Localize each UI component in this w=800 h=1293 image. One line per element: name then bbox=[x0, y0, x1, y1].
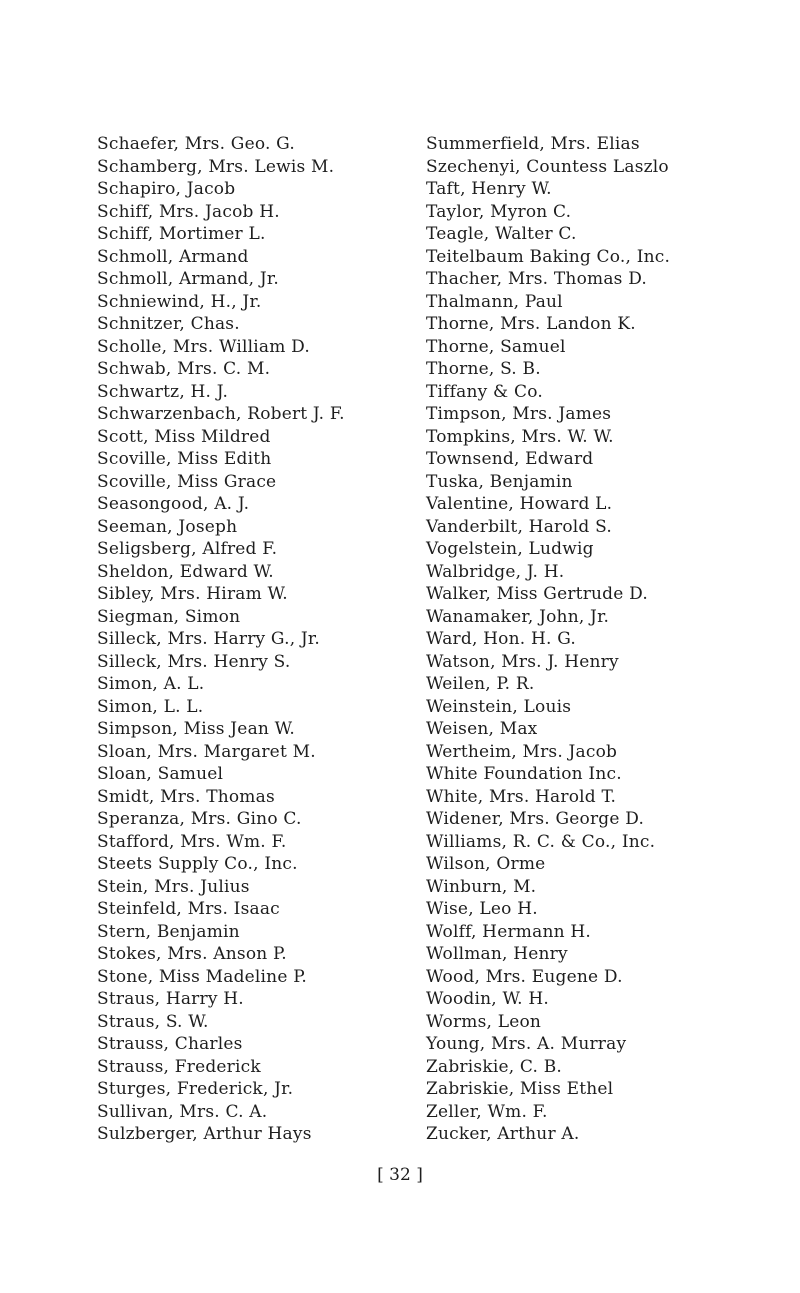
name-entry: Thorne, Samuel bbox=[426, 336, 566, 357]
name-entry: Smidt, Mrs. Thomas bbox=[97, 786, 275, 807]
name-entry: Widener, Mrs. George D. bbox=[426, 809, 645, 829]
name-entry: Silleck, Mrs. Henry S. bbox=[97, 651, 291, 672]
name-entry: Walker, Miss Gertrude D. bbox=[426, 584, 648, 604]
name-entry: Schapiro, Jacob bbox=[97, 179, 236, 199]
name-entry: Schwartz, H. J. bbox=[97, 381, 229, 402]
name-entry: Sturges, Frederick, Jr. bbox=[97, 1079, 294, 1099]
name-entry: Watson, Mrs. J. Henry bbox=[426, 651, 619, 672]
name-entry: Seligsberg, Alfred F. bbox=[97, 539, 278, 559]
name-entry: Vanderbilt, Harold S. bbox=[426, 516, 612, 537]
name-entry: Scholle, Mrs. William D. bbox=[97, 336, 310, 357]
name-entry: Wanamaker, John, Jr. bbox=[426, 606, 610, 627]
name-entry: Seasongood, A. J. bbox=[97, 494, 250, 514]
name-entry: Strauss, Charles bbox=[97, 1034, 243, 1054]
name-entry: Steets Supply Co., Inc. bbox=[97, 854, 298, 874]
name-entry: Schaefer, Mrs. Geo. G. bbox=[97, 134, 295, 154]
page-number: [ 32 ] bbox=[377, 1165, 423, 1185]
name-entry: Scoville, Miss Edith bbox=[97, 449, 272, 469]
name-entry: Sibley, Mrs. Hiram W. bbox=[97, 584, 288, 604]
name-entry: Winburn, M. bbox=[426, 876, 537, 897]
name-entry: Simon, A. L. bbox=[97, 674, 205, 694]
name-entry: Thacher, Mrs. Thomas D. bbox=[426, 269, 648, 289]
name-entry: Stone, Miss Madeline P. bbox=[97, 966, 307, 987]
name-entry: Summerfield, Mrs. Elias bbox=[426, 134, 640, 154]
name-entry: Taylor, Myron C. bbox=[426, 201, 572, 222]
name-entry: Wood, Mrs. Eugene D. bbox=[426, 966, 623, 987]
name-entry: Sullivan, Mrs. C. A. bbox=[97, 1101, 268, 1122]
name-entry: Wollman, Henry bbox=[426, 944, 568, 964]
name-entry: Scoville, Miss Grace bbox=[97, 471, 277, 492]
name-entry: Schmoll, Armand bbox=[97, 246, 249, 267]
name-entry: Schwarzenbach, Robert J. F. bbox=[97, 404, 345, 424]
name-entry: Stein, Mrs. Julius bbox=[97, 876, 250, 897]
name-entry: Stokes, Mrs. Anson P. bbox=[97, 944, 287, 964]
name-entry: Vogelstein, Ludwig bbox=[426, 539, 594, 559]
name-entry: Williams, R. C. & Co., Inc. bbox=[426, 831, 656, 852]
name-entry: Scott, Miss Mildred bbox=[97, 426, 271, 447]
name-entry: Schmoll, Armand, Jr. bbox=[97, 269, 279, 289]
name-entry: Zabriskie, Miss Ethel bbox=[426, 1079, 614, 1099]
left-name-column bbox=[97, 133, 427, 1146]
name-entry: Young, Mrs. A. Murray bbox=[426, 1034, 627, 1054]
name-entry: Speranza, Mrs. Gino C. bbox=[97, 809, 302, 829]
name-entry: Seeman, Joseph bbox=[97, 516, 238, 537]
name-entry: Ward, Hon. H. G. bbox=[426, 629, 576, 649]
name-entry: Thalmann, Paul bbox=[426, 291, 563, 312]
name-entry: Szechenyi, Countess Laszlo bbox=[426, 156, 669, 177]
name-entry: White, Mrs. Harold T. bbox=[426, 786, 617, 807]
name-entry: Sheldon, Edward W. bbox=[97, 561, 274, 582]
name-entry: Sulzberger, Arthur Hays bbox=[97, 1124, 312, 1144]
name-entry: Schamberg, Mrs. Lewis M. bbox=[97, 156, 335, 177]
name-entry: Silleck, Mrs. Harry G., Jr. bbox=[97, 629, 320, 649]
name-entry: Wolff, Hermann H. bbox=[426, 921, 591, 942]
name-entry: Stafford, Mrs. Wm. F. bbox=[97, 831, 287, 852]
name-entry: Simon, L. L. bbox=[97, 696, 204, 717]
name-entry: Teagle, Walter C. bbox=[426, 224, 577, 244]
name-entry: Weisen, Max bbox=[426, 719, 538, 739]
name-entry: Schniewind, H., Jr. bbox=[97, 291, 262, 312]
name-entry: Taft, Henry W. bbox=[426, 179, 552, 199]
name-entry: Straus, Harry H. bbox=[97, 989, 244, 1009]
name-entry: Valentine, Howard L. bbox=[426, 494, 613, 514]
name-entry: Wise, Leo H. bbox=[426, 899, 538, 919]
name-entry: Siegman, Simon bbox=[97, 606, 241, 627]
name-entry: Strauss, Frederick bbox=[97, 1056, 261, 1077]
name-entry: Tuska, Benjamin bbox=[426, 471, 573, 492]
name-entry: Steinfeld, Mrs. Isaac bbox=[97, 899, 280, 919]
name-entry: Wilson, Orme bbox=[426, 854, 546, 874]
name-entry: Stern, Benjamin bbox=[97, 921, 240, 942]
name-entry: Townsend, Edward bbox=[426, 449, 594, 469]
name-entry: Weilen, P. R. bbox=[426, 674, 535, 694]
name-entry: Walbridge, J. H. bbox=[426, 561, 565, 582]
name-entry: White Foundation Inc. bbox=[426, 764, 622, 784]
name-entry: Weinstein, Louis bbox=[426, 696, 572, 717]
name-entry: Schnitzer, Chas. bbox=[97, 314, 240, 334]
right-name-column bbox=[426, 133, 786, 1146]
name-entry: Sloan, Samuel bbox=[97, 764, 224, 784]
name-entry: Simpson, Miss Jean W. bbox=[97, 719, 295, 739]
name-entry: Schiff, Mrs. Jacob H. bbox=[97, 201, 280, 222]
name-entry: Tompkins, Mrs. W. W. bbox=[426, 426, 614, 447]
name-entry: Zucker, Arthur A. bbox=[426, 1124, 580, 1144]
name-entry: Timpson, Mrs. James bbox=[426, 404, 612, 424]
name-entry: Wertheim, Mrs. Jacob bbox=[426, 741, 618, 762]
name-entry: Schwab, Mrs. C. M. bbox=[97, 359, 271, 379]
name-entry: Teitelbaum Baking Co., Inc. bbox=[426, 246, 671, 267]
name-entry: Thorne, S. B. bbox=[426, 359, 541, 379]
name-entry: Sloan, Mrs. Margaret M. bbox=[97, 741, 316, 762]
name-entry: Worms, Leon bbox=[426, 1011, 542, 1032]
name-entry: Woodin, W. H. bbox=[426, 989, 550, 1009]
name-entry: Zeller, Wm. F. bbox=[426, 1101, 548, 1122]
name-entry: Thorne, Mrs. Landon K. bbox=[426, 314, 636, 334]
name-entry: Tiffany & Co. bbox=[426, 381, 543, 402]
name-entry: Straus, S. W. bbox=[97, 1011, 209, 1032]
name-entry: Schiff, Mortimer L. bbox=[97, 224, 266, 244]
name-entry: Zabriskie, C. B. bbox=[426, 1056, 563, 1077]
